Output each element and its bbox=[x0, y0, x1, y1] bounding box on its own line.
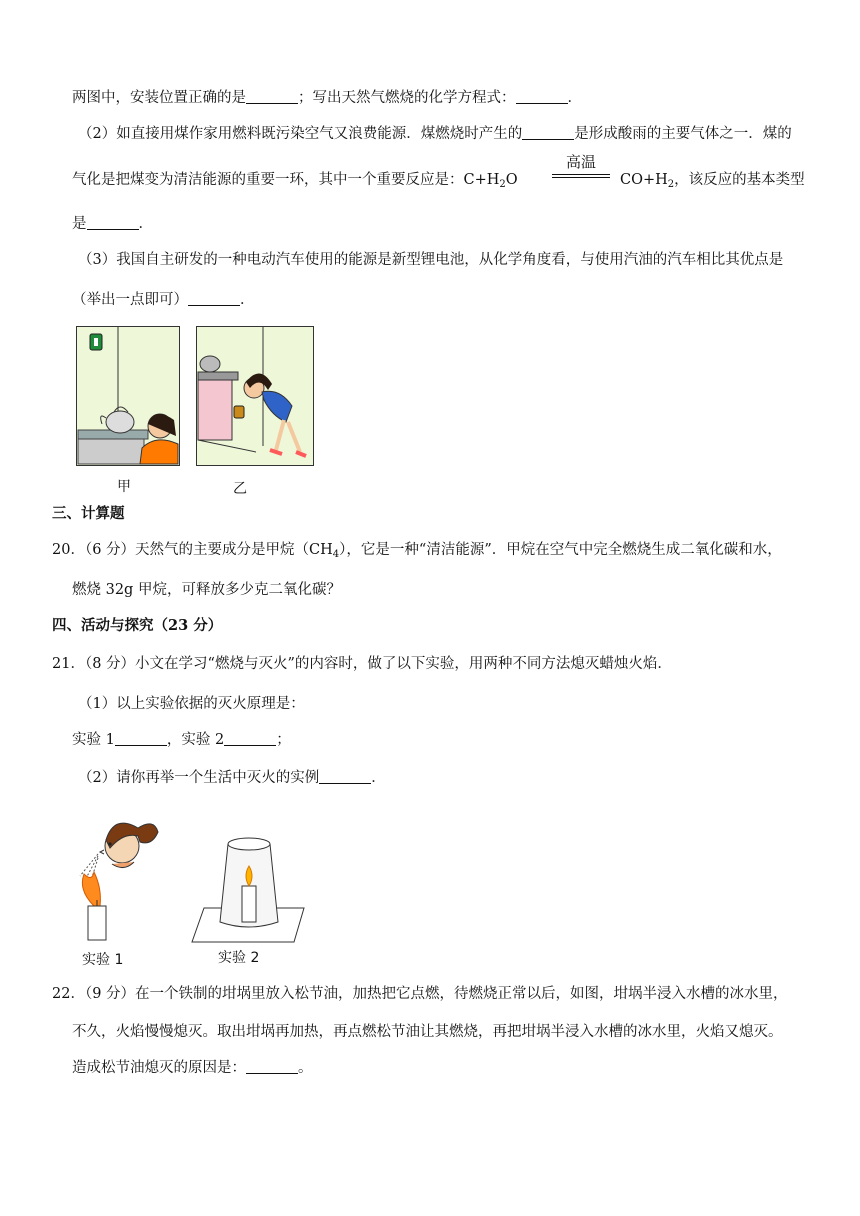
q21-line3: 实验 1 ，实验 2 ； bbox=[72, 732, 291, 748]
q19-line1: 两图中，安装位置正确的是 ；写出天然气燃烧的化学方程式： ． bbox=[72, 90, 582, 106]
q19-part2-line2: 气化是把煤变为清洁能源的重要一环，其中一个重要反应是：$C+H_2O$ bbox=[72, 172, 518, 190]
q19-part3-line1: （3）我国自主研发的一种电动汽车使用的能源是新型锂电池，从化学角度看，与使用汽油的汽车相比其优点是 bbox=[78, 252, 784, 268]
figure-yi-caption: 乙 bbox=[233, 481, 247, 497]
answer-blank[interactable] bbox=[516, 89, 568, 104]
q22-line2: 不久，火焰慢慢熄灭。取出坩埚再加热，再点燃松节油让其燃烧，再把坩埚半浸入水槽的冰水里，火焰又熄灭。 bbox=[72, 1024, 783, 1040]
section-title-calc: 三、计算题 bbox=[52, 505, 125, 522]
answer-blank[interactable] bbox=[319, 769, 371, 784]
q21-line1: 21．（8 分）小文在学习“燃烧与灭火”的内容时，做了以下实验，用两种不同方法熄灭蜡烛火焰． bbox=[52, 656, 672, 672]
q19-part2-line3: 是 ． bbox=[72, 216, 153, 232]
reaction-condition: 高温 bbox=[552, 153, 610, 178]
answer-blank[interactable] bbox=[522, 125, 574, 140]
figure-jia-caption: 甲 bbox=[117, 479, 131, 495]
q22-line1: 22．（9 分）在一个铁制的坩埚里放入松节油，加热把它点燃，待燃烧正常以后，如图，坩埚半浸入水槽的冰水里， bbox=[52, 986, 788, 1002]
q19-part2-line1: （2）如直接用煤作家用燃料既污染空气又浪费能源．煤燃烧时产生的 是形成酸雨的主要气体之一．煤的 bbox=[78, 126, 792, 142]
q22-line3: 造成松节油熄灭的原因是： 。 bbox=[72, 1060, 313, 1076]
experiment-2-figure bbox=[190, 822, 308, 944]
q19-part3-line2: （举出一点即可） ． bbox=[72, 292, 255, 308]
answer-blank[interactable] bbox=[246, 89, 298, 104]
answer-blank[interactable] bbox=[87, 215, 139, 230]
experiment-1-figure bbox=[70, 806, 170, 946]
figure-yi bbox=[196, 326, 314, 466]
q19-part2-line2-right: $CO+H_2$，该反应的基本类型 bbox=[620, 172, 805, 190]
answer-blank[interactable] bbox=[115, 731, 167, 746]
q20-line1: 20．（6 分）天然气的主要成分是甲烷$(CH_4)$，它是一种“清洁能源”．甲烷在空气中完全燃烧生成二氧化碳和水， bbox=[52, 542, 782, 560]
q21-line2: （1）以上实验依据的灭火原理是： bbox=[78, 696, 305, 712]
figure-jia bbox=[76, 326, 180, 466]
answer-blank[interactable] bbox=[224, 731, 276, 746]
answer-blank[interactable] bbox=[246, 1059, 298, 1074]
experiment-1-caption: 实验 1 bbox=[82, 952, 124, 968]
q20-line2: 燃烧 32g 甲烷，可释放多少克二氧化碳？ bbox=[72, 582, 341, 598]
experiment-2-caption: 实验 2 bbox=[218, 950, 260, 966]
answer-blank[interactable] bbox=[188, 291, 240, 306]
q21-line4: （2）请你再举一个生活中灭火的实例 ． bbox=[78, 770, 386, 786]
section-title-inquiry: 四、活动与探究（23 分） bbox=[52, 617, 223, 634]
